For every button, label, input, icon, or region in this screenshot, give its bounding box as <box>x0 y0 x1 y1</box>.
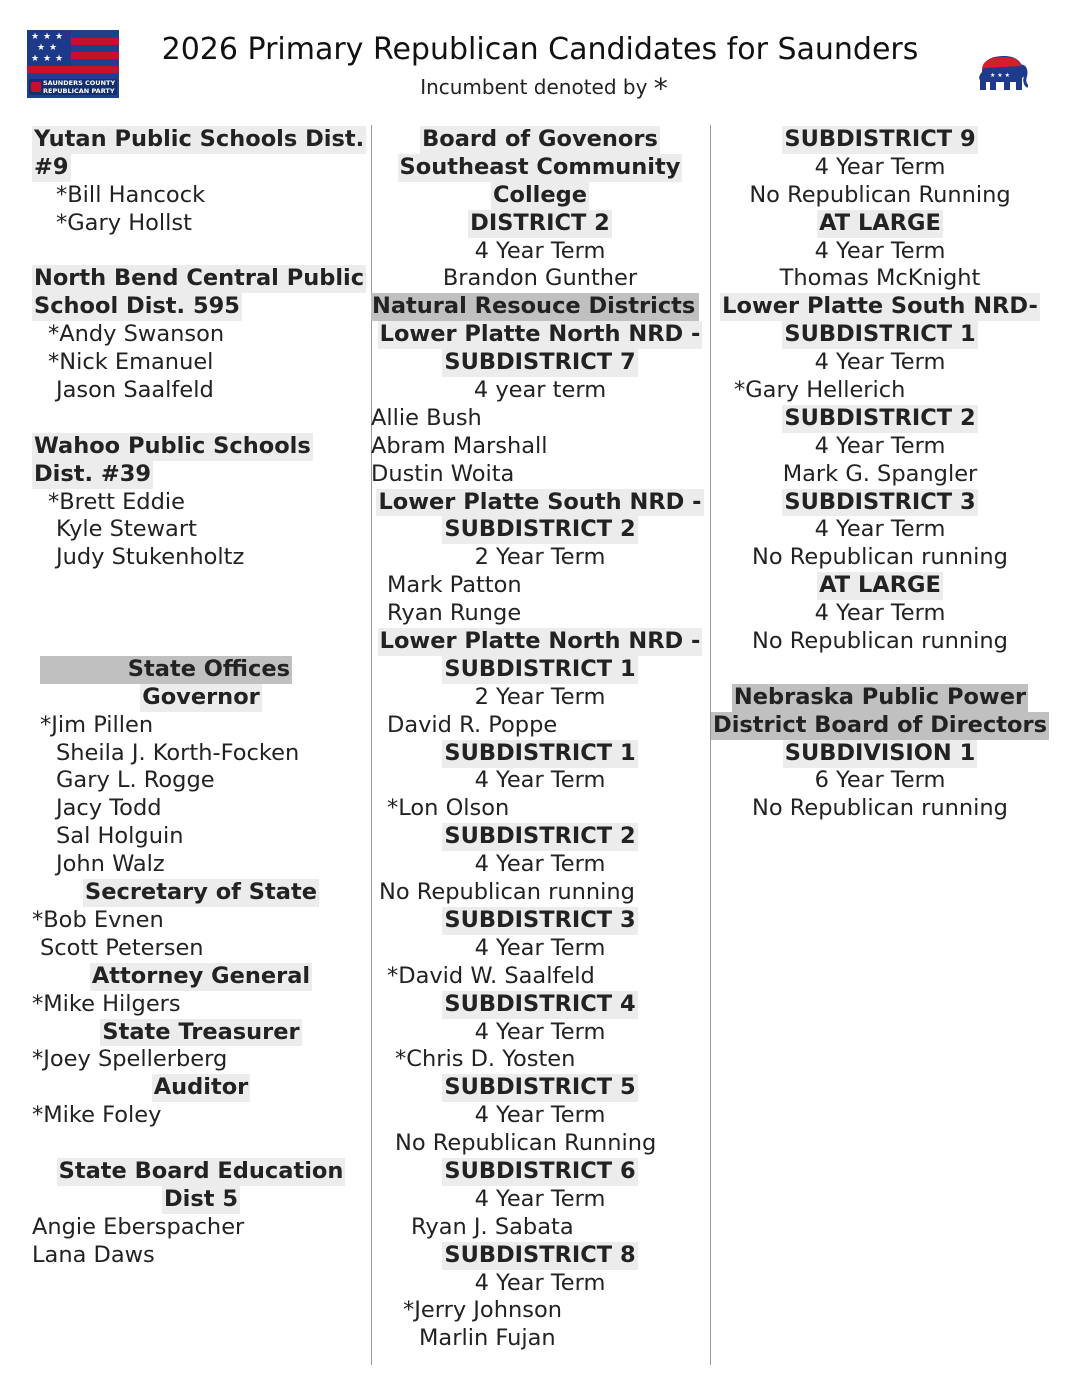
term: 4 Year Term <box>814 516 946 543</box>
term: 4 Year Term <box>474 1018 606 1045</box>
auditor-heading: Auditor <box>153 1074 249 1101</box>
candidate: Sal Holguin <box>56 823 184 850</box>
board-of-governors-heading: Board of Govenors <box>422 126 658 152</box>
candidate: Allie Bush <box>371 404 482 431</box>
candidate: Jason Saalfeld <box>56 377 214 404</box>
lpn-nrd-heading: Lower Platte North NRD - <box>379 628 701 655</box>
candidate: No Republican running <box>379 879 635 906</box>
saunders-county-gop-logo: ★ ★ ★ ★ ★ ★ ★ ★ SAUNDERS COUNTY REPUBLICAN PARTY <box>27 30 119 98</box>
subdistrict-heading: SUBDISTRICT 7 <box>444 349 636 376</box>
page-title: 2026 Primary Republican Candidates for Saunders <box>161 32 919 67</box>
subdistrict-heading: SUBDISTRICT 1 <box>444 739 636 766</box>
candidate: *Gary Hellerich <box>734 377 906 404</box>
candidate: *Andy Swanson <box>48 321 225 348</box>
svg-text:★ ★ ★: ★ ★ ★ <box>990 72 1010 79</box>
term: 4 Year Term <box>474 1102 606 1129</box>
subdistrict-heading: SUBDISTRICT 4 <box>444 990 636 1017</box>
candidate: *Jerry Johnson <box>403 1297 562 1324</box>
candidate: Jacy Todd <box>56 795 162 822</box>
term: 4 Year Term <box>474 767 606 794</box>
candidate: *Lon Olson <box>387 795 510 822</box>
candidate: Marlin Fujan <box>419 1325 556 1352</box>
at-large-heading: AT LARGE <box>819 209 941 236</box>
candidate: John Walz <box>56 851 165 878</box>
southeast-community-heading: Southeast Community <box>399 153 681 180</box>
candidate: Ryan J. Sabata <box>411 1213 574 1240</box>
lps-nrd-heading: Lower Platte South NRD- <box>722 293 1038 320</box>
column-2 <box>371 126 709 1353</box>
candidate: *David W. Saalfeld <box>387 962 595 989</box>
term: 4 Year Term <box>814 153 946 180</box>
term: 4 Year Term <box>474 237 606 264</box>
candidate: Mark G. Spangler <box>782 460 978 487</box>
candidate: *Nick Emanuel <box>48 349 214 376</box>
term: 6 Year Term <box>814 767 946 794</box>
candidate: No Republican running <box>752 628 1008 655</box>
term: 2 Year Term <box>474 544 606 571</box>
subdistrict-heading: SUBDISTRICT 3 <box>784 488 976 515</box>
term: 2 Year Term <box>474 683 606 710</box>
yutan-heading-2: #9 <box>34 153 69 180</box>
candidate: Scott Petersen <box>40 934 204 961</box>
term: 4 Year Term <box>474 1185 606 1212</box>
subdistrict-heading: SUBDISTRICT 6 <box>444 1157 636 1184</box>
north-bend-heading-2: School Dist. 595 <box>34 293 240 320</box>
subdivision-heading: SUBDIVISION 1 <box>784 739 976 766</box>
state-board-education-heading: State Board Education <box>58 1157 344 1184</box>
candidate: No Republican Running <box>749 181 1011 208</box>
candidate: Judy Stukenholtz <box>56 544 245 571</box>
subdistrict-heading: SUBDISTRICT 1 <box>444 655 636 682</box>
natural-resource-districts-heading: Natural Resouce Districts <box>371 293 699 321</box>
nppd-heading-2: District Board of Directors <box>713 711 1047 738</box>
subdistrict-heading: SUBDISTRICT 2 <box>784 404 976 431</box>
district-2-heading: DISTRICT 2 <box>470 209 610 236</box>
nppd-heading: Nebraska Public Power <box>733 683 1027 710</box>
state-board-education-dist: Dist 5 <box>163 1185 239 1212</box>
candidate: No Republican running <box>752 795 1008 822</box>
candidate: *Chris D. Yosten <box>395 1046 576 1073</box>
candidate: *Mike Hilgers <box>32 990 181 1017</box>
candidate: David R. Poppe <box>387 711 558 738</box>
term: 4 Year Term <box>474 1269 606 1296</box>
subdistrict-heading: SUBDISTRICT 8 <box>444 1241 636 1268</box>
term: 4 Year Term <box>474 934 606 961</box>
candidate: Gary L. Rogge <box>56 767 215 794</box>
lps-nrd-heading: Lower Platte South NRD - <box>378 488 702 515</box>
candidate: Lana Daws <box>32 1241 155 1268</box>
candidate: Sheila J. Korth-Focken <box>56 739 300 766</box>
candidate: Abram Marshall <box>371 432 548 459</box>
candidate: Angie Eberspacher <box>32 1213 245 1240</box>
state-treasurer-heading: State Treasurer <box>102 1018 300 1045</box>
wahoo-heading-2: Dist. #39 <box>34 460 152 487</box>
republican-elephant-icon <box>976 50 1028 94</box>
candidate: No Republican Running <box>395 1130 657 1157</box>
at-large-heading: AT LARGE <box>819 572 941 599</box>
candidate: *Mike Foley <box>32 1102 162 1129</box>
subdistrict-heading: SUBDISTRICT 3 <box>444 906 636 933</box>
page-subtitle: Incumbent denoted by * <box>420 72 668 105</box>
candidate: *Jim Pillen <box>40 711 154 738</box>
lpn-nrd-heading: Lower Platte North NRD - <box>379 321 701 348</box>
candidate: Brandon Gunther <box>442 265 638 292</box>
column-3 <box>710 126 1050 823</box>
secretary-of-state-heading: Secretary of State <box>85 879 317 906</box>
term: 4 Year Term <box>814 432 946 459</box>
logo-text: SAUNDERS COUNTY REPUBLICAN PARTY <box>29 79 117 95</box>
candidate: Ryan Runge <box>387 600 522 627</box>
candidate: Dustin Woita <box>371 460 515 487</box>
state-offices-heading: State Offices <box>40 656 292 684</box>
column-1 <box>32 126 370 1270</box>
candidate: *Joey Spellerberg <box>32 1046 228 1073</box>
candidate: Thomas McKnight <box>779 265 981 292</box>
term: 4 year term <box>473 377 607 404</box>
college-heading: College <box>492 181 588 208</box>
term: 4 Year Term <box>814 349 946 376</box>
term: 4 Year Term <box>814 237 946 264</box>
candidate: Mark Patton <box>387 572 522 599</box>
term: 4 Year Term <box>814 600 946 627</box>
candidate: No Republican running <box>752 544 1008 571</box>
subdistrict-heading: SUBDISTRICT 2 <box>444 823 636 850</box>
subdistrict-heading: SUBDISTRICT 1 <box>784 321 976 348</box>
attorney-general-heading: Attorney General <box>91 962 311 989</box>
candidate: *Brett Eddie <box>48 488 185 515</box>
north-bend-heading: North Bend Central Public <box>34 265 365 292</box>
candidate: *Bill Hancock <box>56 181 206 208</box>
candidate: *Gary Hollst <box>56 209 192 236</box>
wahoo-heading: Wahoo Public Schools <box>34 432 311 459</box>
candidate: *Bob Evnen <box>32 906 164 933</box>
governor-heading: Governor <box>142 683 260 710</box>
subdistrict-heading: SUBDISTRICT 5 <box>444 1074 636 1101</box>
subdistrict-heading: SUBDISTRICT 9 <box>784 126 976 152</box>
candidate: Kyle Stewart <box>56 516 197 543</box>
term: 4 Year Term <box>474 851 606 878</box>
yutan-heading: Yutan Public Schools Dist. <box>34 126 365 152</box>
subdistrict-heading: SUBDISTRICT 2 <box>444 516 636 543</box>
